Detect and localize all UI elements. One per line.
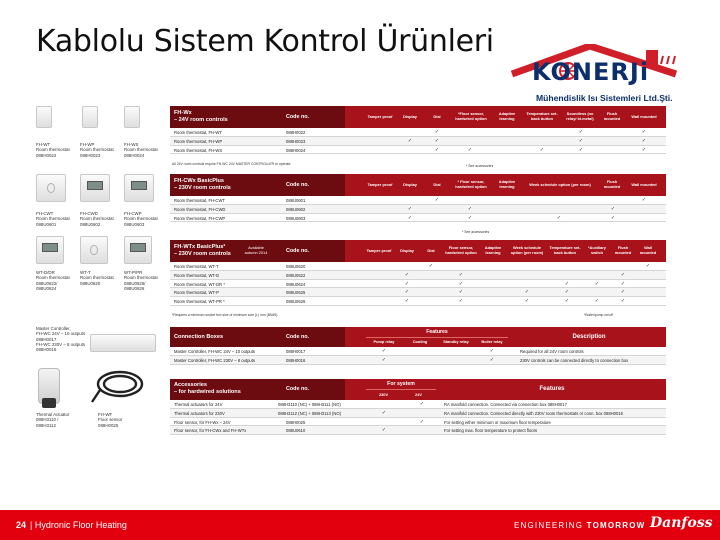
check-icon: ✓	[564, 280, 570, 287]
product-caption: FH-WP Room thermostat 088H0023	[80, 142, 114, 158]
check-icon: ✓	[381, 409, 387, 416]
table-row: Room thermostat, FH-CWT 088U0601 ✓ ✓	[170, 196, 666, 205]
check-icon: ✓	[564, 298, 570, 305]
check-icon: ✓	[594, 280, 600, 287]
section-label: | Hydronic Floor Heating	[30, 520, 127, 530]
check-icon: ✓	[404, 280, 410, 287]
check-icon: ✓	[641, 137, 647, 144]
table-connection-boxes	[170, 327, 666, 365]
table-row: Room thermostat, WT-P 088U0625 ✓ ✓ ✓ ✓ ✓	[170, 288, 666, 297]
floor-sensor-cable-icon	[88, 366, 152, 406]
table-row: Room thermostat, FH-WP 088H0023 ✓ ✓ ✓ ✓	[170, 137, 666, 146]
product-caption: FH-WF Floor sensor 088H0025	[98, 412, 123, 428]
master-controller-image	[90, 334, 156, 352]
check-icon: ✓	[434, 146, 440, 153]
product-caption: WT-P/PR Room thermostat 088U0625/ 088U0626	[124, 270, 158, 291]
table-fh-wx	[170, 106, 666, 154]
table-row: Room thermostat, WT-D 088U0622 ✓ ✓ ✓	[170, 271, 666, 280]
product-caption: Master Controller, FH-WC 24V – 10 outputs 088H0017 FH-WC 230V – 8 outputs 088H0016	[36, 326, 86, 353]
tagline: ENGINEERING TOMORROW	[514, 521, 646, 530]
check-icon: ✓	[578, 137, 584, 144]
check-icon: ✓	[434, 129, 440, 135]
product-caption: FH-CWP Room thermostat 088U0603	[124, 211, 158, 227]
check-icon: ✓	[404, 271, 410, 278]
table-row: Room thermostat, WT-T 088U0620 ✓ ✓	[170, 262, 666, 271]
check-icon: ✓	[381, 348, 387, 354]
check-icon: ✓	[594, 298, 600, 305]
check-icon: ✓	[524, 289, 530, 296]
check-icon: ✓	[610, 214, 616, 221]
check-icon: ✓	[620, 271, 626, 278]
check-icon: ✓	[620, 298, 626, 305]
check-icon: ✓	[458, 289, 464, 296]
logo-subtitle: Mühendislik Isı Sistemleri Ltd.Şti.	[536, 93, 673, 103]
check-icon: ✓	[434, 197, 440, 203]
thermostat-image	[80, 236, 108, 264]
check-icon: ✓	[458, 271, 464, 278]
check-icon: ✓	[404, 298, 410, 305]
check-icon: ✓	[407, 137, 413, 144]
check-icon: ✓	[556, 214, 562, 221]
table-note: *Requires a minimum socket box size of minimum size (L) mm (BN49).	[172, 313, 279, 317]
table-accessories	[170, 379, 666, 435]
check-icon: ✓	[404, 289, 410, 296]
table-header: FH-WTx BasicPlus² – 230V room controls Available autumn 2014 Code no. Tamper proof Display Dial Floor sensor, hardwired option Adaptive learning Week schedule option (per room) Temperature set-back button *Auxiliary switch Flush mounted Wall mounted	[170, 240, 666, 262]
check-icon: ✓	[419, 418, 425, 425]
table-header: Connection Boxes Code no. Features Pump relay Cooling Standby relay Boiler relay Description	[170, 327, 666, 347]
table-row: Thermal actuators for 24V 088H3110 (NC) + 088H3111 (NO) ✓ RA manifold connection. Connected via connection box 088H0017	[170, 400, 666, 409]
table-fh-cwx	[170, 174, 666, 222]
logo-wordmark: KONERJi	[532, 58, 650, 86]
check-icon: ✓	[578, 129, 584, 135]
product-caption: WT-T Room thermostat 088U0620	[80, 270, 114, 286]
check-icon: ✓	[467, 205, 473, 212]
table-note: * See accessories	[462, 230, 490, 234]
check-icon: ✓	[641, 129, 647, 135]
check-icon: ✓	[524, 298, 530, 305]
check-icon: ✓	[610, 205, 616, 212]
check-icon: ✓	[645, 263, 651, 269]
table-row: Thermal actuators for 230V 088H3112 (NC) + 088H3113 (NO) ✓ RA manifold connection. Connected directly with 230V room thermostats or conn. box 088H0016	[170, 409, 666, 418]
page-number: 24	[16, 520, 27, 530]
table-row: Floor sensor, for FH-Wx – 24V 088H0025 ✓ For setting either minimum or maximum floor temperature	[170, 418, 666, 427]
product-caption: FH-CWD Room thermostat 088U0602	[80, 211, 114, 227]
product-caption: FH-WT Room thermostat 088H0022	[36, 142, 70, 158]
thermostat-image	[36, 106, 52, 128]
thermostat-image	[36, 174, 66, 202]
check-icon: ✓	[467, 214, 473, 221]
check-icon: ✓	[419, 401, 425, 407]
table-row: Room thermostat, WT-DR * 088U0624 ✓ ✓ ✓ ✓ ✓	[170, 280, 666, 289]
table-header: FH-CWx BasicPlus – 230V room controls Code no. Tamper proof Display Dial * Floor sensor, hardwired option Adaptive learning Week schedule option (per room) Flush mounted Wall mounted	[170, 174, 666, 196]
check-icon: ✓	[381, 427, 387, 434]
actuator-image	[38, 368, 60, 404]
table-note: All 24V room controls require FH-WC 24V MASTER CONTROLLER to operate.	[172, 162, 292, 166]
table-fh-wtx	[170, 240, 666, 306]
check-icon: ✓	[620, 289, 626, 296]
product-caption: WT-D/DR Room thermostat 088U0622/ 088U0624	[36, 270, 70, 291]
table-row: Master Controller, FH-WC 230V – 8 outputs 088H0016 ✓ ✓ 230V controls can be connected directly to connection box	[170, 356, 666, 365]
thermostat-image	[124, 174, 154, 202]
danfoss-logo: Danfoss	[650, 515, 713, 531]
table-row: Room thermostat, WT-PR * 088U0626 ✓ ✓ ✓ ✓ ✓ ✓	[170, 297, 666, 306]
check-icon: ✓	[407, 205, 413, 212]
check-icon: ✓	[381, 356, 387, 363]
table-row: Room thermostat, FH-CWP 088U0603 ✓ ✓ ✓ ✓	[170, 214, 666, 223]
table-note: *Boiler/pump on/off	[584, 313, 613, 317]
thermostat-image	[82, 106, 98, 128]
check-icon: ✓	[489, 356, 495, 363]
table-row: Room thermostat, FH-WT 088H0022 ✓ ✓ ✓	[170, 128, 666, 137]
table-row: Room thermostat, FH-WS 088H0024 ✓ ✓ ✓ ✓ ✓	[170, 146, 666, 155]
check-icon: ✓	[467, 146, 473, 153]
product-caption: FH-WS Room thermostat 088H0024	[124, 142, 158, 158]
check-icon: ✓	[539, 146, 545, 153]
table-header: Accessories – for hardwired solutions Code no. For system 230V 24V Features	[170, 379, 666, 400]
thermostat-image	[36, 236, 64, 264]
check-icon: ✓	[489, 348, 495, 354]
check-icon: ✓	[641, 197, 647, 203]
check-icon: ✓	[620, 280, 626, 287]
footer-bar	[0, 510, 720, 540]
check-icon: ✓	[578, 146, 584, 153]
product-caption: Thermal Actuator 088H3110 / 088H3112	[36, 412, 70, 428]
table-row: Floor sensor, for FH-CWx and FH-WTx 088U0610 ✓ For setting max. floor temperature to protect floors	[170, 426, 666, 435]
table-note: * See accessories	[466, 164, 494, 168]
page-title: Kablolu Sistem Kontrol Ürünleri	[36, 24, 494, 59]
check-icon: ✓	[434, 137, 440, 144]
thermostat-image	[124, 106, 140, 128]
table-row: Room thermostat, FH-CWD 088U0602 ✓ ✓ ✓	[170, 205, 666, 214]
check-icon: ✓	[407, 214, 413, 221]
check-icon: ✓	[641, 146, 647, 153]
check-icon: ✓	[458, 298, 464, 305]
check-icon: ✓	[458, 280, 464, 287]
product-caption: FH-CWT Room thermostat 088U0601	[36, 211, 70, 227]
check-icon: ✓	[564, 289, 570, 296]
table-row: Master Controller, FH-WC 24V – 10 outputs 088H0017 ✓ ✓ Required for all 24V room controls	[170, 347, 666, 356]
thermostat-image	[124, 236, 152, 264]
thermostat-image	[80, 174, 110, 202]
check-icon: ✓	[428, 263, 434, 269]
table-header: FH-Wx – 24V room controls Code no. Tamper proof Display Dial *Floor sensor, hardwired option Adaptive learning Temperature set-back button Soundless (no relay/ bi-metal) Flush mounted Wall mounted	[170, 106, 666, 128]
